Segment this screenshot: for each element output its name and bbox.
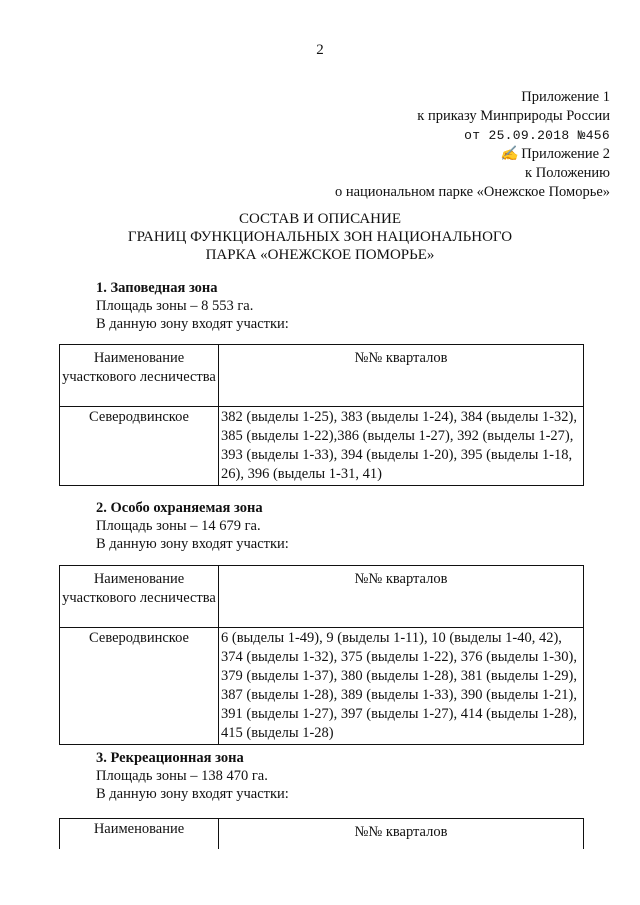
- section-3-intro: В данную зону входят участки:: [96, 786, 289, 802]
- header-quarters: №№ кварталов: [219, 819, 584, 850]
- quarters-cell: 382 (выделы 1-25), 383 (выделы 1-24), 384 (выделы 1-32), 385 (выделы 1-22),386 (выделы 1-27), 392 (выделы 1-27), 393 (выделы 1-33), 394 (выделы 1-20), 395 (выделы 1-18, 26), 396 (выделы 1-31, 41): [219, 407, 584, 486]
- header-forestry: Наименование: [60, 819, 219, 850]
- table-header-row: [60, 345, 584, 407]
- header-forestry: Наименование участкового лесничества: [60, 566, 219, 628]
- appendix-line-5: к Положению: [525, 165, 610, 181]
- page-number: 2: [316, 42, 324, 58]
- table-row: [60, 628, 584, 745]
- header-forestry: Наименование участкового лесничества: [60, 345, 219, 407]
- section-2-intro: В данную зону входят участки:: [96, 536, 289, 552]
- table-header-row: [60, 819, 584, 850]
- appendix-line-4-text: Приложение 2: [521, 146, 610, 162]
- table-header-row: [60, 566, 584, 628]
- section-3-heading: 3. Рекреационная зона: [96, 750, 244, 766]
- header-quarters: №№ кварталов: [219, 345, 584, 407]
- appendix-line-4: [335, 145, 610, 164]
- appendix-block: [335, 88, 610, 202]
- section-2-table: [59, 565, 584, 745]
- forestry-cell: Северодвинское: [60, 407, 219, 486]
- appendix-date-stamp: от 25.09.2018 №456: [464, 128, 610, 143]
- section-1-table: [59, 344, 584, 486]
- section-1-area: Площадь зоны – 8 553 га.: [96, 298, 254, 314]
- table-row: [60, 407, 584, 486]
- forestry-cell: Северодвинское: [60, 628, 219, 745]
- appendix-line-2: к приказу Минприроды России: [417, 108, 610, 124]
- quarters-cell: 6 (выделы 1-49), 9 (выделы 1-11), 10 (выделы 1-40, 42), 374 (выделы 1-32), 375 (выделы 1-22), 376 (выделы 1-30), 379 (выделы 1-37), 380 (выделы 1-28), 381 (выделы 1-29), 387 (выделы 1-28), 389 (выделы 1-33), 390 (выделы 1-21), 391 (выделы 1-27), 397 (выделы 1-27), 414 (выделы 1-28), 415 (выделы 1-28): [219, 628, 584, 745]
- section-3-area: Площадь зоны – 138 470 га.: [96, 768, 268, 784]
- section-2-heading: 2. Особо охраняемая зона: [96, 500, 263, 516]
- title-line-3: ПАРКА «ОНЕЖСКОЕ ПОМОРЬЕ»: [205, 247, 435, 263]
- section-1-heading: 1. Заповедная зона: [96, 280, 218, 296]
- header-quarters: №№ кварталов: [219, 566, 584, 628]
- appendix-line-1: Приложение 1: [521, 89, 610, 105]
- title-line-1: СОСТАВ И ОПИСАНИЕ: [238, 211, 402, 227]
- section-2-area: Площадь зоны – 14 679 га.: [96, 518, 261, 534]
- document-title: [80, 210, 560, 264]
- appendix-line-6: о национальном парке «Онежское Поморье»: [334, 184, 610, 200]
- pen-mark-icon: ✍: [500, 146, 519, 162]
- section-1-intro: В данную зону входят участки:: [96, 316, 289, 332]
- title-line-2: ГРАНИЦ ФУНКЦИОНАЛЬНЫХ ЗОН НАЦИОНАЛЬНОГО: [127, 229, 513, 245]
- section-3-table: [59, 818, 584, 849]
